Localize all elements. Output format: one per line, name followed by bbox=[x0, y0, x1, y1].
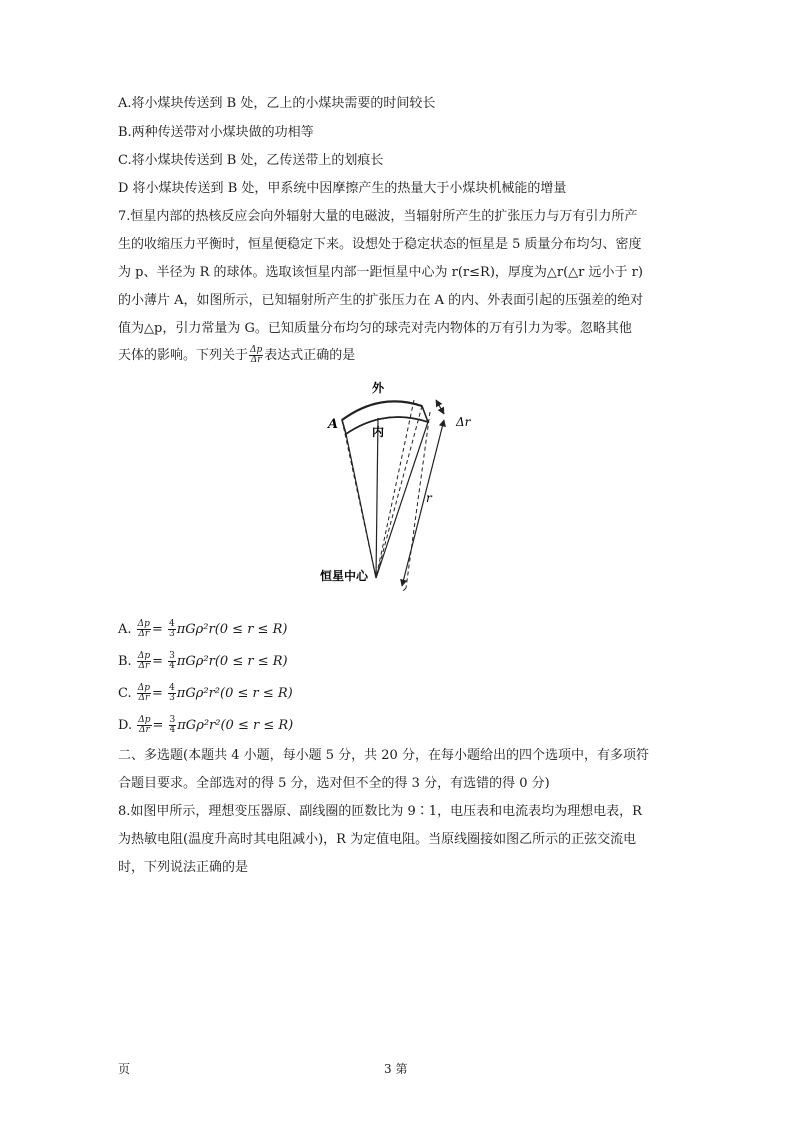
choice-coef-fraction bbox=[169, 716, 177, 735]
lhs-num: Δp bbox=[137, 683, 151, 693]
q7-line-6-suffix: 表达式正确的是 bbox=[264, 348, 356, 363]
q7-fraction-num: Δp bbox=[250, 345, 263, 355]
star-slice-figure bbox=[310, 378, 490, 596]
radius-label: r bbox=[426, 491, 432, 505]
choice-coef-fraction bbox=[168, 684, 176, 703]
choice-letter: A. bbox=[118, 622, 132, 637]
q8-line-3: 时，下列说法正确的是 bbox=[118, 860, 249, 875]
choice-lhs-fraction bbox=[137, 684, 151, 703]
q6-option-b: B.两种传送带对小煤块做的功相等 bbox=[118, 125, 314, 140]
inner-label: 内 bbox=[372, 425, 385, 439]
lhs-den: Δr bbox=[138, 725, 150, 735]
coef-den: 3 bbox=[169, 693, 175, 703]
lhs-num: Δp bbox=[138, 715, 151, 725]
coef-num: 4 bbox=[169, 683, 175, 693]
section2-line-2: 合题目要求。全部选对的得 5 分，选对但不全的得 3 分，有选错的得 0 分) bbox=[118, 776, 550, 791]
q6-option-a: A.将小煤块传送到 B 处，乙上的小煤块需要的时间较长 bbox=[118, 96, 436, 111]
center-label: 恒星中心 bbox=[320, 569, 369, 583]
choice-lhs-fraction bbox=[137, 620, 151, 639]
q7-line-3: 为 p、半径为 R 的球体。选取该恒星内部一距恒星中心为 r(r≤R)，厚度为△r(△r 远小于 r) bbox=[118, 265, 643, 280]
coef-num: 3 bbox=[169, 715, 176, 725]
choice-body: πGρ²r(0 ≤ r ≤ R) bbox=[176, 654, 288, 669]
q7-line-2: 生的收缩压力平衡时，恒星便稳定下来。设想处于稳定状态的恒星是 5 质量分布均匀、密度 bbox=[118, 237, 642, 252]
q7-line-4: 的小薄片 A，如图所示，已知辐射所产生的扩张压力在 A 的内、外表面引起的压强差的绝对 bbox=[118, 293, 644, 308]
coef-den: 4 bbox=[169, 661, 175, 671]
thickness-arrow bbox=[436, 400, 444, 414]
q7-fraction-den: Δr bbox=[250, 355, 262, 365]
choice-lhs-fraction bbox=[137, 716, 151, 735]
choice-body: πGρ²r²(0 ≤ r ≤ R) bbox=[177, 718, 294, 733]
outer-label: 外 bbox=[372, 381, 385, 395]
choice-coef-fraction bbox=[168, 652, 176, 671]
coef-den: 4 bbox=[169, 725, 176, 735]
choice-coef-fraction bbox=[168, 620, 176, 639]
lhs-den: Δr bbox=[138, 661, 150, 671]
q7-choice-a: A. $\frac{\Delta p}{\Delta r}$ = $\frac{4}{3}$ πGρ²r(0 ≤ r ≤ R) bbox=[118, 619, 288, 639]
choice-letter: C. bbox=[118, 686, 132, 701]
point-a-label: A bbox=[328, 417, 339, 432]
q6-option-d: D 将小煤块传送到 B 处，甲系统中因摩擦产生的热量大于小煤块机械能的增量 bbox=[118, 181, 567, 196]
lhs-den: Δr bbox=[138, 693, 150, 703]
coef-num: 3 bbox=[169, 651, 175, 661]
thin-slice bbox=[342, 401, 428, 434]
q7-line-5: 值为△p，引力常量为 G。已知质量分布均匀的球壳对壳内物体的万有引力为零。忽略其他 bbox=[118, 321, 632, 336]
q8-line-2: 为热敏电阻(温度升高时其电阻减小)，R 为定值电阻。当原线圈接如图乙所示的正弦交流电 bbox=[118, 832, 637, 847]
q7-line-6 bbox=[118, 346, 355, 365]
choice-lhs-fraction bbox=[137, 652, 151, 671]
q7-line-1: 7.恒星内部的热核反应会向外辐射大量的电磁波，当辐射所产生的扩张压力与万有引力所产 bbox=[118, 209, 638, 224]
choice-body: πGρ²r²(0 ≤ r ≤ R) bbox=[176, 686, 293, 701]
page-number: 3 第 bbox=[384, 1062, 408, 1076]
radius-arrow bbox=[402, 420, 444, 586]
choice-letter: B. bbox=[118, 654, 132, 669]
q6-option-c: C.将小煤块传送到 B 处，乙传送带上的划痕长 bbox=[118, 153, 384, 168]
footer-left: 页 bbox=[118, 1062, 131, 1076]
thickness-label: Δr bbox=[456, 415, 471, 429]
lhs-den: Δr bbox=[138, 629, 150, 639]
q7-line-6-prefix: 天体的影响。下列关于 bbox=[118, 348, 249, 363]
q7-choice-d: D. $\frac{\Delta p}{\Delta r}$ = $\frac{3}{4}$ πGρ²r²(0 ≤ r ≤ R) bbox=[118, 715, 294, 735]
choice-body: πGρ²r(0 ≤ r ≤ R) bbox=[176, 622, 288, 637]
lhs-num: Δp bbox=[137, 651, 151, 661]
choice-letter: D. bbox=[118, 718, 133, 733]
q7-choice-b: B. $\frac{\Delta p}{\Delta r}$ = $\frac{3}{4}$ πGρ²r(0 ≤ r ≤ R) bbox=[118, 651, 288, 671]
coef-den: 3 bbox=[168, 629, 175, 639]
q8-line-1: 8.如图甲所示，理想变压器原、副线圈的匝数比为 9∶1，电压表和电流表均为理想电表，R bbox=[118, 804, 642, 819]
coef-num: 4 bbox=[168, 619, 175, 629]
q7-choice-c: C. $\frac{\Delta p}{\Delta r}$ = $\frac{4}{3}$ πGρ²r²(0 ≤ r ≤ R) bbox=[118, 683, 293, 703]
section2-line-1: 二、多选题(本题共 4 小题，每小题 5 分，共 20 分，在每小题给出的四个选项中，有多项符 bbox=[118, 748, 649, 763]
lhs-num: Δp bbox=[137, 619, 150, 629]
q7-fraction bbox=[249, 346, 263, 365]
